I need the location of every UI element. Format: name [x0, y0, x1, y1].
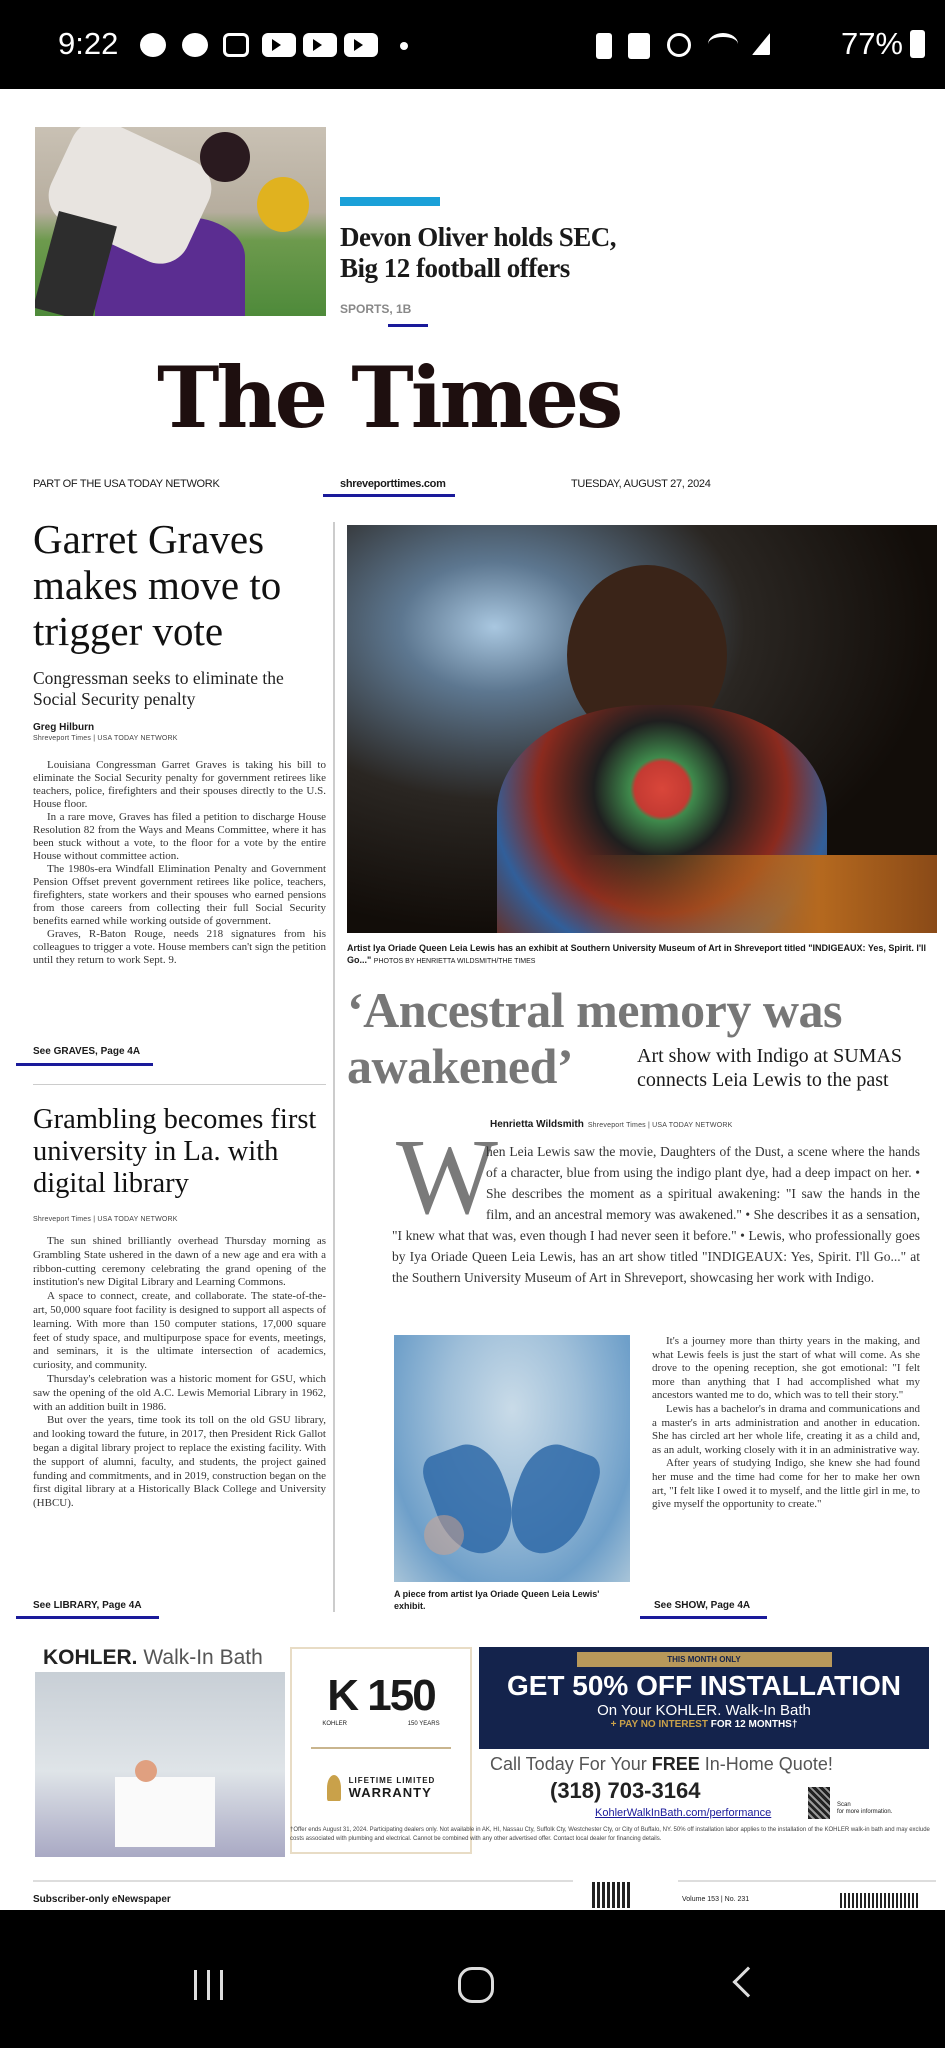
barcode-icon [840, 1893, 920, 1908]
wifi-icon [708, 33, 738, 55]
battery-icon [910, 30, 925, 58]
bath-photo [35, 1642, 285, 1857]
network-label: PART OF THE USA TODAY NETWORK [33, 478, 220, 490]
art-caption: A piece from artist Iya Oriade Queen Leia Lewis' exhibit. [394, 1589, 600, 1611]
paragraph: The 1980s-era Windfall Elimination Penalty and Government Pension Offset prevent government retirees like police, teachers, firefighters, state workers and their spouses who earned pensions from those careers from collecting their full Social Security benefits earned while working outside of government. [33, 863, 326, 927]
caption-text: Artist Iya Oriade Queen Leia Lewis has an exhibit at Southern University Museum of Art in Shreveport titled "INDIGEAUX: Yes, Spirit. I'll Go..." [347, 943, 927, 965]
show-jump-link[interactable]: See SHOW, Page 4A [654, 1600, 751, 1611]
volume-label: Volume 153 | No. 231 [682, 1896, 750, 1903]
financing: + PAY NO INTEREST [610, 1719, 708, 1730]
warranty-line: LIFETIME LIMITED [348, 1776, 436, 1785]
youtube-icon [303, 33, 337, 57]
grambling-article [33, 1104, 326, 1511]
graves-headline[interactable]: Garret Graves makes move to trigger vote [33, 516, 282, 654]
edition-label: Subscriber-only eNewspaper [33, 1894, 171, 1905]
masthead-logo: The Times [157, 348, 621, 447]
nfc-icon [628, 33, 650, 59]
footer-qr-icon [592, 1882, 632, 1908]
byline [490, 1114, 732, 1132]
photo-caption [347, 942, 937, 968]
scan-sub: for more information. [837, 1809, 893, 1815]
paragraph: Thursday's celebration was a historic moment for GSU, which saw the opening of the old A.C. Lewis Memorial Library in 1962, with an addition built in 1986. [33, 1372, 326, 1413]
drop-cap: W [396, 1118, 498, 1237]
footer-rule [33, 1880, 573, 1882]
battery-percent: 77% [840, 26, 903, 61]
scan-label: Scan [837, 1802, 851, 1808]
status-bar [0, 0, 945, 89]
link-underline [388, 324, 428, 327]
cta-free: FREE [651, 1754, 700, 1774]
home-button[interactable] [458, 1967, 494, 2003]
offer-sub: On Your KOHLER. Walk-In Bath [597, 1702, 811, 1719]
kohler-small: KOHLER [322, 1721, 348, 1727]
graves-jump-link[interactable]: See GRAVES, Page 4A [33, 1046, 141, 1057]
footer-rule [678, 1880, 936, 1882]
k150-box [290, 1647, 472, 1854]
cta-text: In-Home Quote! [699, 1754, 833, 1774]
source-line: Shreveport Times | USA TODAY NETWORK [587, 1122, 733, 1129]
recent-apps-button[interactable] [194, 1970, 228, 2000]
sports-section-link[interactable]: SPORTS, 1B [340, 302, 412, 316]
ancestral-subhead: Art show with Indigo at SUMAS connects Leia Lewis to the past [637, 1045, 903, 1091]
ancestral-body [652, 1335, 920, 1512]
source-line: Shreveport Times | USA TODAY NETWORK [33, 1216, 178, 1223]
source-line: Shreveport Times | USA TODAY NETWORK [33, 735, 178, 742]
link-underline [323, 494, 455, 497]
product-name: Walk-In Bath [143, 1646, 263, 1669]
battery-saver-icon [596, 33, 612, 59]
paragraph: Graves, R-Baton Rouge, needs 218 signatures from his colleagues to trigger a vote. House members can't sign the petition until they return to work Sept. 9. [33, 928, 326, 966]
kohler-advertisement[interactable] [35, 1642, 930, 1857]
lead-paragraph: hen Leia Lewis saw the movie, Daughters of the Dust, a scene where the hands of a character, blue from using the indigo plant dye, had a deep impact on her. • She describes the moment as a spiritual awakening: "I saw the hands in the film, and an ancestral memory was awakened." • She describes it as a sensation, "I knew what that was, even though I had never seen it before." • Lewis, who professionally goes by Iya Oriade Queen Leia Lewis, has an art show titled "INDIGEAUX: Yes, Spirit. I'll Go..." at the Southern University Museum of Art in Shreveport, showcasing her work with Indigo. [392, 1144, 920, 1285]
paragraph: In a rare move, Graves has filed a petition to discharge House Resolution 82 from the Ways and Means Committee, where it has been stuck without a vote, to the floor for a vote by the entire House without committee action. [33, 811, 326, 862]
more-notifications-icon [400, 42, 408, 50]
phone-number[interactable]: (318) 703-3164 [550, 1778, 701, 1803]
library-jump-link[interactable]: See LIBRARY, Page 4A [33, 1600, 142, 1611]
chat-icon [182, 33, 208, 57]
section-accent-bar [340, 197, 440, 206]
paragraph: After years of studying Indigo, she knew she had found her muse and the time had come for her to make her own art, "I felt like I owed it to myself, and the little girl in me, to give myself the opportunity to create." [652, 1457, 920, 1511]
anniversary-number: 150 [367, 1671, 435, 1720]
column-divider [333, 522, 335, 1612]
fine-print: †Offer ends August 31, 2024. Participating dealers only. Not available in AK, HI, Nassau Cty, Suffolk Cty, Westchester Cty, or City of Buffalo, NY. 50% off installation labor applies to the installation of the KOHLER walk-in bath and may exclude costs associated with plumbing and electrical. Cannot be combined with any other advertised offer. Contact local dealer for financing details. [290, 1827, 930, 1842]
sports-headline[interactable] [340, 222, 616, 284]
headline-line: Big 12 football offers [340, 253, 570, 283]
headline-line: Devon Oliver holds SEC, [340, 222, 617, 252]
article-divider [33, 1084, 326, 1085]
artist-portrait-photo[interactable] [347, 525, 937, 933]
signal-icon [752, 33, 770, 55]
ad-url[interactable]: KohlerWalkInBath.com/performance [595, 1807, 772, 1819]
graves-article [33, 516, 326, 967]
link-underline [640, 1616, 767, 1619]
grambling-body [33, 1235, 326, 1511]
android-nav-bar [0, 1910, 945, 2048]
this-month-only: THIS MONTH ONLY [577, 1652, 832, 1667]
paragraph: Louisiana Congressman Garret Graves is taking his bill to eliminate the Social Security penalty for government retirees like teachers, police, firefighters and their spouses directly to the U.S. House floor. [33, 759, 326, 810]
financing: FOR 12 MONTHS† [707, 1719, 798, 1730]
ancestral-headline-line1[interactable]: ‘Ancestral memory was [347, 982, 842, 1038]
warranty-line: WARRANTY [348, 1785, 432, 1800]
ancestral-lead [392, 1141, 920, 1288]
offer-headline: GET 50% OFF INSTALLATION [506, 1670, 902, 1701]
cta-text: Call Today For Your [490, 1754, 652, 1774]
youtube-icon [262, 33, 296, 57]
indigo-hands-artwork[interactable] [394, 1335, 630, 1582]
alarm-icon [667, 33, 691, 57]
back-button[interactable] [732, 1966, 763, 1997]
paragraph: It's a journey more than thirty years in the making, and what Lewis feels is just the start of what will come. As she drove to the opening reception, she got emotional: "I felt more than anything that I had accomplished what my ancestors wanted me to do, which was to tell their story." [652, 1335, 920, 1402]
issue-date: TUESDAY, AUGUST 27, 2024 [571, 478, 711, 490]
website-link[interactable]: shreveporttimes.com [340, 478, 446, 490]
anniversary-sub: 150 YEARS [407, 1721, 440, 1727]
qr-code-icon[interactable] [808, 1787, 830, 1819]
award-ribbon-icon [327, 1775, 341, 1801]
youtube-icon [344, 33, 378, 57]
football-photo[interactable] [35, 127, 326, 316]
link-underline [16, 1063, 153, 1066]
paragraph: But over the years, time took its toll on the old GSU library, and looking toward the future, in 2017, then President Rick Gallot began a digital library project to replace the existing facility. With the support of alumni, faculty, and students, the project gained funding and commitments, and in 2019, construction began on the first digital library at a Historically Black College and University (HBCU). [33, 1414, 326, 1510]
paragraph: The sun shined brilliantly overhead Thursday morning as Grambling State ushered in the dawn of a new age and era with a ribbon-cutting ceremony celebrating the grand opening of the institution's new Digital Library and Learning Commons. [33, 1235, 326, 1289]
call-cta [490, 1754, 833, 1775]
grambling-headline[interactable]: Grambling becomes first university in La. with digital library [33, 1104, 317, 1199]
offer-banner [479, 1647, 929, 1749]
paragraph: Lewis has a bachelor's in drama and communications and a master's in arts administration and another in education. She has circled art her whole life, creating it as a child and, as an adult, working closely with it in an administrative way. [652, 1402, 920, 1456]
ancestral-headline-line2[interactable]: awakened’ [347, 1038, 574, 1094]
author: Henrietta Wildsmith [490, 1119, 584, 1130]
k150-logo: K 150 [327, 1671, 435, 1720]
graves-subhead: Congressman seeks to eliminate the Social Security penalty [33, 668, 284, 709]
photo-credit: PHOTOS BY HENRIETTA WILDSMITH/THE TIMES [373, 958, 536, 965]
link-underline [16, 1616, 159, 1619]
clock: 9:22 [58, 26, 119, 61]
graves-body [33, 759, 326, 967]
paragraph: A space to connect, create, and collaborate. The state-of-the-art, 50,000 square foot facility is designed to support all aspects of learning. With more than 150 computer stations, 17,000 square feet of study space, and multipurpose space for events, meetings, and seminars, it is the ultimate intersection of academics, curiosity, and community. [33, 1290, 326, 1372]
instagram-icon [223, 33, 249, 57]
messenger-icon [140, 33, 166, 57]
kohler-brand: KOHLER. [43, 1646, 138, 1669]
author: Greg Hilburn [33, 722, 95, 733]
